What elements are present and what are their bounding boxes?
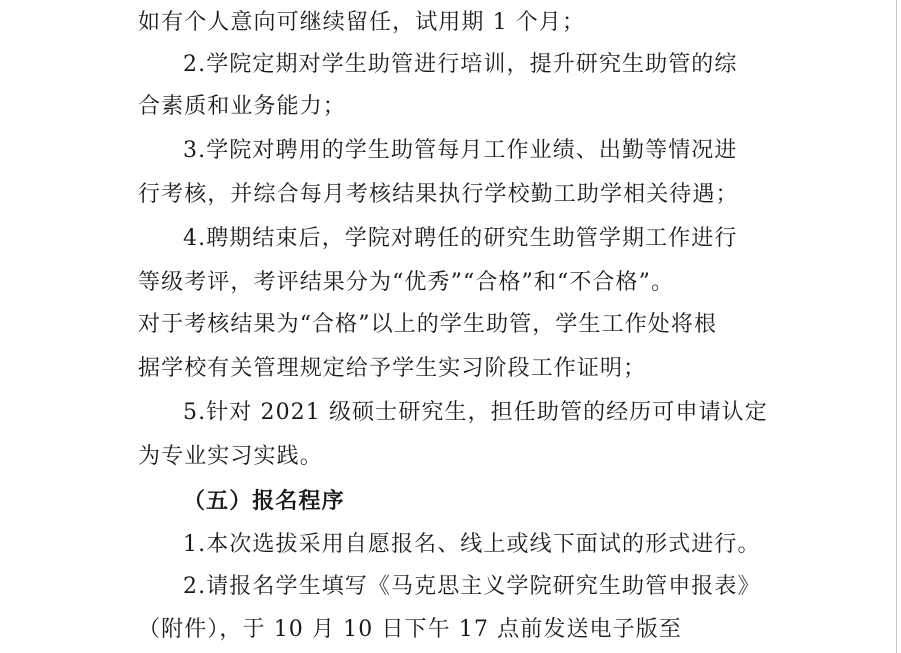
text-line: 据学校有关管理规定给予学生实习阶段工作证明； bbox=[138, 356, 647, 381]
text-line: 2.请报名学生填写《马克思主义学院研究生助管申报表》 bbox=[183, 574, 761, 599]
section-heading: （五）报名程序 bbox=[183, 488, 345, 514]
text-line: 2.学院定期对学生助管进行培训，提升研究生助管的综 bbox=[183, 52, 738, 77]
text-line: 5.针对 2021 级硕士研究生，担任助管的经历可申请认定 bbox=[183, 400, 768, 425]
text-line: 1.本次选拔采用自愿报名、线上或线下面试的形式进行。 bbox=[183, 532, 761, 557]
page-edge-divider bbox=[896, 0, 897, 653]
text-line: （附件），于 10 月 10 日下午 17 点前发送电子版至 bbox=[138, 617, 682, 642]
text-line: 如有个人意向可继续留任，试用期 1 个月； bbox=[138, 10, 586, 35]
text-line: 行考核，并综合每月考核结果执行学校勤工助学相关待遇； bbox=[138, 182, 739, 207]
text-line: 为专业实习实践。 bbox=[138, 444, 323, 469]
text-line: 对于考核结果为“合格”以上的学生助管，学生工作处将根 bbox=[138, 312, 718, 337]
text-line: 合素质和业务能力； bbox=[138, 94, 346, 119]
text-line: 3.学院对聘用的学生助管每月工作业绩、出勤等情况进 bbox=[183, 138, 738, 163]
text-line: 等级考评，考评结果分为“优秀”“合格”和“不合格”。 bbox=[138, 270, 675, 295]
text-line: 4.聘期结束后，学院对聘任的研究生助管学期工作进行 bbox=[183, 226, 738, 251]
